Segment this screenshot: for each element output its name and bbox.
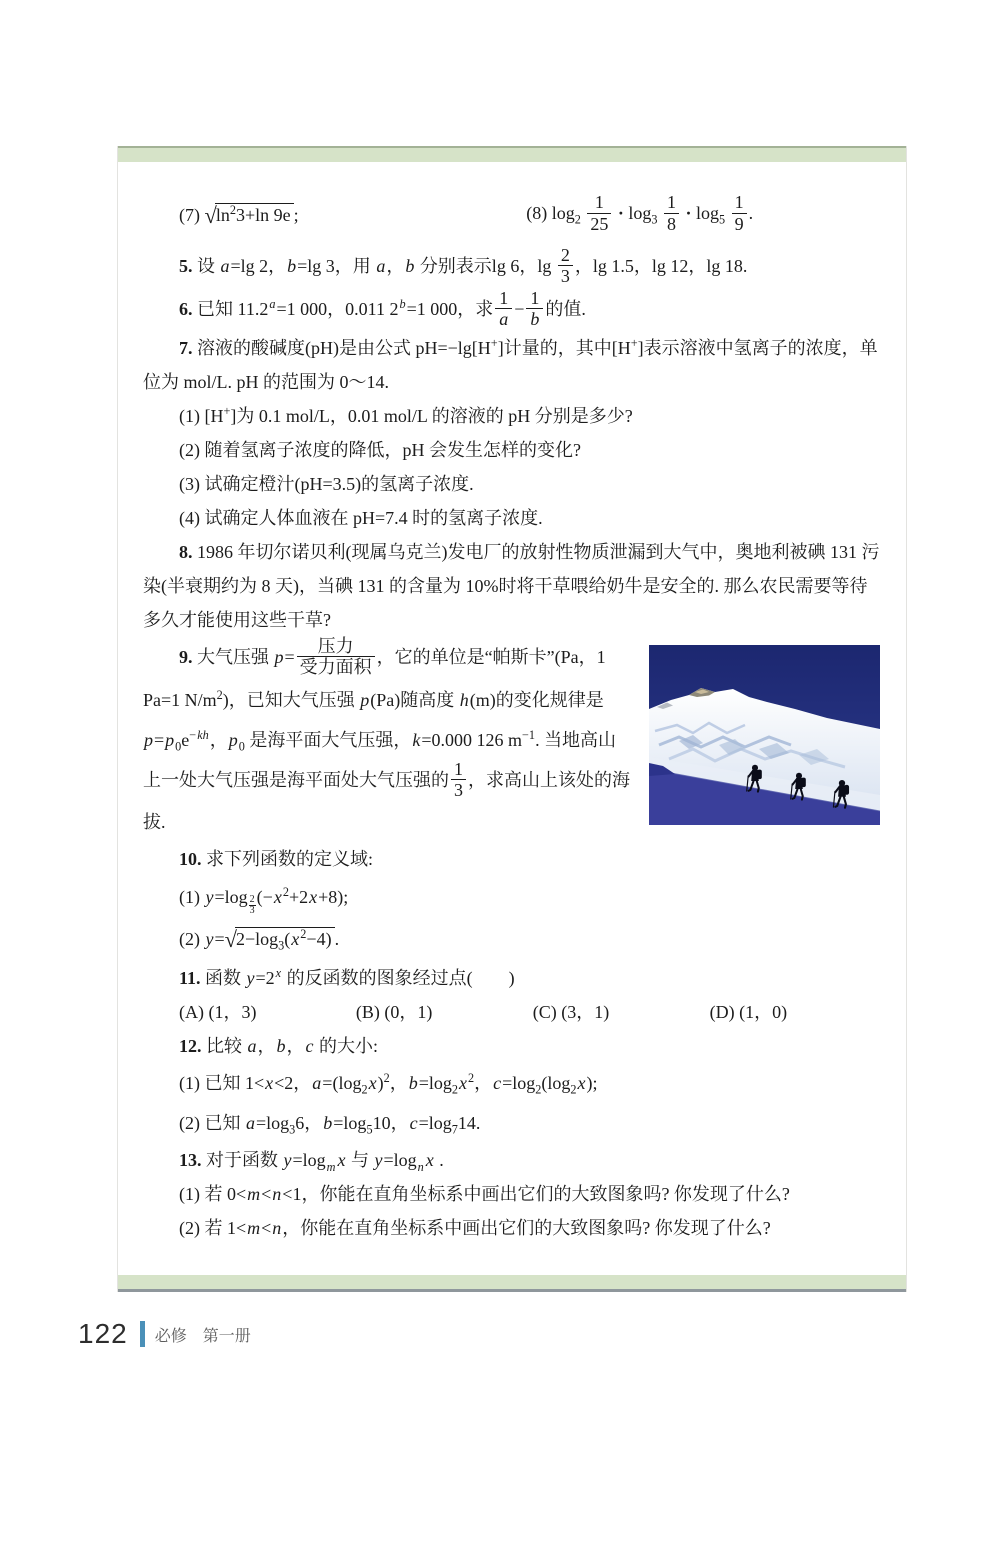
exercise-7-intro: 7. 溶液的酸碱度(pH)是由公式 pH=−lg[H+]计量的，其中[H+]表示溶液中氢离子的浓度，单位为 mol/L. pH 的范围为 0～14. bbox=[143, 336, 878, 393]
exercise-8-expression: (8) $\log_2$ $\frac{1}{25}$ · $\log_3$ $\frac{1}{8}$ · $\log_5$ $\frac{1}{9}$ . bbox=[526, 192, 754, 234]
exercise-content-box bbox=[117, 146, 907, 1292]
option-a: (A) (1，3) bbox=[179, 1002, 257, 1023]
exercise-9-text: 9. 大气压强 p= 压力 受力面积 ，它的单位是“帕斯卡”(Pa，1 Pa=1 $N/m^2$)，已知大气压强 p(Pa)随高度 h(m)的变化规律是 $p=p_0e^{-kh}$，$p_0$ 是海平面大气压强，k=0.000 126 $m^{-1}$. 当地高山上一处大气压强是海平面处大气压强的 $\frac{1}{3}$ ，求高山上该处的海拔. bbox=[143, 636, 630, 833]
exercise-10-head: 10. 求下列函数的定义域: bbox=[179, 849, 374, 870]
exercises-area bbox=[118, 162, 906, 1275]
exercise-12-part-1: (1) 已知 1<x<2，$a=(\log_2x)^2$，$b=\log_2x^2$，$c=\log_2(\log_2x)$; bbox=[179, 1071, 598, 1097]
textbook-page bbox=[0, 146, 1000, 1568]
exercise-12-head: 12. 比较 a，b，c 的大小: bbox=[179, 1036, 379, 1057]
exercise-12-part-2: (2) 已知 $a=\log_36$，$b=\log_510$，$c=\log_714$. bbox=[179, 1113, 481, 1137]
exercise-5: 5. 设 a=lg 2，b=lg 3，用 a，b 分别表示lg 6，lg $\frac{2}{3}$ ，lg 1.5，lg 12，lg 18. bbox=[179, 245, 748, 287]
exercise-11-options bbox=[143, 995, 880, 1029]
option-d: (D) (1，0) bbox=[709, 1002, 788, 1023]
bottom-green-bar bbox=[118, 1275, 906, 1292]
exercise-11-head: 11. 函数 $y=2^x$ 的反函数的图象经过点( ) bbox=[179, 966, 515, 989]
exercise-10-part-1: (1) y=log $_{\frac{2}{3}}$ $(-x^2+2x+8)$; bbox=[179, 885, 349, 917]
top-green-bar bbox=[118, 146, 906, 162]
exercise-7-expression: (7) $√\ln^23+\ln$ 9e ; bbox=[179, 202, 299, 228]
exercise-10-part-2: (2) $y=√2-\log_3(x^2-4)$ . bbox=[179, 927, 340, 953]
option-b: (B) (0，1) bbox=[355, 1002, 433, 1023]
book-title: 必修 第一册 bbox=[154, 1327, 251, 1345]
exercise-13-part-1: (1) 若 0<m<n<1，你能在直角坐标系中画出它们的大致图象吗? 你发现了什么? bbox=[179, 1184, 790, 1205]
exercise-7-8-row bbox=[143, 184, 880, 246]
exercise-9 bbox=[143, 637, 880, 842]
mountain-climbers-photo bbox=[649, 645, 880, 825]
page-footer bbox=[78, 1318, 1000, 1350]
exercise-7-part-2: (2) 随着氢离子浓度的降低，pH 会发生怎样的变化? bbox=[179, 440, 581, 461]
footer-divider-bar bbox=[140, 1321, 145, 1347]
exercise-8: 8. 1986 年切尔诺贝利(现属乌克兰)发电厂的放射性物质泄漏到大气中，奥地利被碘 131 污染(半衰期约为 8 天)，当碘 131 的含量为 10%时将干草喂给奶牛是安全的. 那么农民需要等待多久才能使用这些干草? bbox=[143, 542, 880, 631]
exercise-13-head: 13. 对于函数 $y=\log_m$ x 与 $y=\log_n$ x . bbox=[179, 1150, 444, 1174]
exercise-6: 6. 已知 11.2$^a$=1 000，0.011 $2^b=1$ 000，求 $\frac{1}{a}$ − $\frac{1}{b}$ 的值. bbox=[179, 287, 586, 329]
exercise-7-part-4: (4) 试确定人体血液在 pH=7.4 时的氢离子浓度. bbox=[179, 508, 543, 529]
exercise-7-part-3: (3) 试确定橙汁(pH=3.5)的氢离子浓度. bbox=[179, 474, 474, 495]
page-number: 122 bbox=[78, 1318, 128, 1350]
option-c: (C) (3，1) bbox=[532, 1002, 610, 1023]
exercise-7-part-1: (1) [H+]为 0.1 mol/L，0.01 mol/L 的溶液的 pH 分别是多少? bbox=[179, 404, 633, 427]
exercise-13-part-2: (2) 若 1<m<n，你能在直角坐标系中画出它们的大致图象吗? 你发现了什么? bbox=[179, 1218, 771, 1239]
